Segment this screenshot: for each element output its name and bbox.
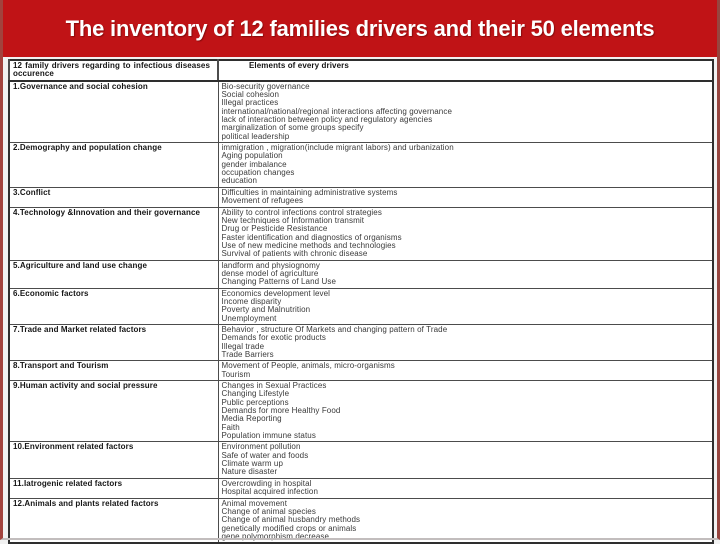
- element-item: Faster identification and diagnostics of organisms: [221, 232, 402, 242]
- element-item: Demands for exotic products: [221, 333, 327, 343]
- element-item: Ability to control infections control strategies: [221, 207, 382, 217]
- driver-elements: [218, 442, 713, 478]
- header-family-drivers: 12 family drivers regarding to infectious diseases occurence: [9, 60, 218, 81]
- element-item: Change of animal husbandry methods: [221, 515, 361, 525]
- element-item: Environment pollution: [221, 442, 301, 452]
- element-item: Movement of People, animals, micro-organisms: [221, 361, 395, 371]
- driver-elements: [218, 498, 713, 543]
- element-item: Economics development level: [221, 288, 331, 298]
- driver-name: 4.Technology &Innovation and their governance: [9, 207, 218, 260]
- title-band: [0, 0, 720, 57]
- element-item: genetically modified crops or animals: [221, 523, 357, 533]
- driver-name: 6.Economic factors: [9, 288, 218, 324]
- element-item: Tourism: [221, 369, 251, 379]
- driver-elements: [218, 143, 713, 188]
- table-row: [9, 81, 713, 143]
- table-row: [9, 361, 713, 381]
- driver-elements: [218, 260, 713, 288]
- header-elements: Elements of every drivers: [218, 60, 713, 81]
- table-row: [9, 324, 713, 360]
- element-item: Changing Patterns of Land Use: [221, 277, 337, 287]
- element-item: Changing Lifestyle: [221, 389, 290, 399]
- table-row: [9, 260, 713, 288]
- element-item: dense model of agriculture: [221, 268, 319, 278]
- slide-title: The inventory of 12 families drivers and their 50 elements: [65, 15, 655, 41]
- element-item: Movement of refugees: [221, 196, 304, 206]
- driver-name: 8.Transport and Tourism: [9, 361, 218, 381]
- element-item: marginalization of some groups specify: [221, 123, 364, 133]
- element-item: Bio-security governance: [221, 81, 310, 91]
- element-item: Faith: [221, 422, 240, 432]
- element-item: international/national/regional interactions affecting governance: [221, 106, 453, 116]
- element-item: Unemployment: [221, 313, 277, 323]
- element-item: Survival of patients with chronic disease: [221, 249, 368, 259]
- driver-name: 12.Animals and plants related factors: [9, 498, 218, 543]
- element-item: landform and physiognomy: [221, 260, 320, 270]
- table-row: [9, 207, 713, 260]
- element-item: gender imbalance: [221, 159, 287, 169]
- element-item: Safe of water and foods: [221, 450, 309, 460]
- driver-name: 11.Iatrogenic related factors: [9, 478, 218, 498]
- table-row: [9, 478, 713, 498]
- driver-elements: [218, 361, 713, 381]
- table-row: [9, 381, 713, 442]
- driver-name: 2.Demography and population change: [9, 143, 218, 188]
- driver-elements: [218, 288, 713, 324]
- element-item: occupation changes: [221, 168, 295, 178]
- driver-name: 3.Conflict: [9, 187, 218, 207]
- driver-elements: [218, 478, 713, 498]
- element-item: Behavior , structure Of Markets and changing pattern of Trade: [221, 324, 448, 334]
- driver-name: 10.Environment related factors: [9, 442, 218, 478]
- element-item: New techniques of Information transmit: [221, 215, 365, 225]
- element-item: Poverty and Malnutrition: [221, 305, 311, 315]
- element-item: Changes in Sexual Practices: [221, 381, 327, 391]
- element-item: Demands for more Healthy Food: [221, 406, 341, 416]
- drivers-table: [8, 59, 714, 544]
- driver-elements: [218, 381, 713, 442]
- element-item: Change of animal species: [221, 506, 316, 516]
- element-item: Public perceptions: [221, 397, 289, 407]
- table-row: [9, 187, 713, 207]
- element-item: Use of new medicine methods and technologies: [221, 240, 396, 250]
- element-item: Drug or Pesticide Resistance: [221, 224, 328, 234]
- driver-elements: [218, 207, 713, 260]
- element-item: Aging population: [221, 151, 283, 161]
- element-item: education: [221, 176, 258, 186]
- driver-elements: [218, 187, 713, 207]
- table-row: [9, 442, 713, 478]
- driver-name: 9.Human activity and social pressure: [9, 381, 218, 442]
- drivers-table-body: [9, 81, 713, 544]
- element-item: Income disparity: [221, 296, 282, 306]
- element-item: Animal movement: [221, 498, 288, 508]
- element-item: Illegal trade: [221, 341, 265, 351]
- element-item: Population immune status: [221, 431, 316, 441]
- table-header-row: [9, 60, 713, 81]
- element-item: gene polymorphism decrease: [221, 531, 330, 541]
- element-item: Overcrowding in hospital: [221, 478, 312, 488]
- element-item: Nature disaster: [221, 467, 278, 477]
- element-item: Hospital acquired infection: [221, 487, 319, 497]
- element-item: Social cohesion: [221, 90, 280, 100]
- element-item: Difficulties in maintaining administrative systems: [221, 187, 398, 197]
- element-item: immigration , migration(include migrant labors) and urbanization: [221, 143, 454, 153]
- element-item: Illegal practices: [221, 98, 279, 108]
- element-item: political leadership: [221, 131, 290, 141]
- element-item: lack of interaction between policy and regulatory agencies: [221, 115, 433, 125]
- table-row: [9, 288, 713, 324]
- element-item: Media Reporting: [221, 414, 282, 424]
- table-row: [9, 498, 713, 543]
- driver-name: 1.Governance and social cohesion: [9, 81, 218, 143]
- table-row: [9, 143, 713, 188]
- driver-elements: [218, 81, 713, 143]
- driver-name: 5.Agriculture and land use change: [9, 260, 218, 288]
- element-item: Climate warm up: [221, 459, 284, 469]
- element-item: Trade Barriers: [221, 350, 274, 359]
- driver-elements: [218, 324, 713, 360]
- driver-name: 7.Trade and Market related factors: [9, 324, 218, 360]
